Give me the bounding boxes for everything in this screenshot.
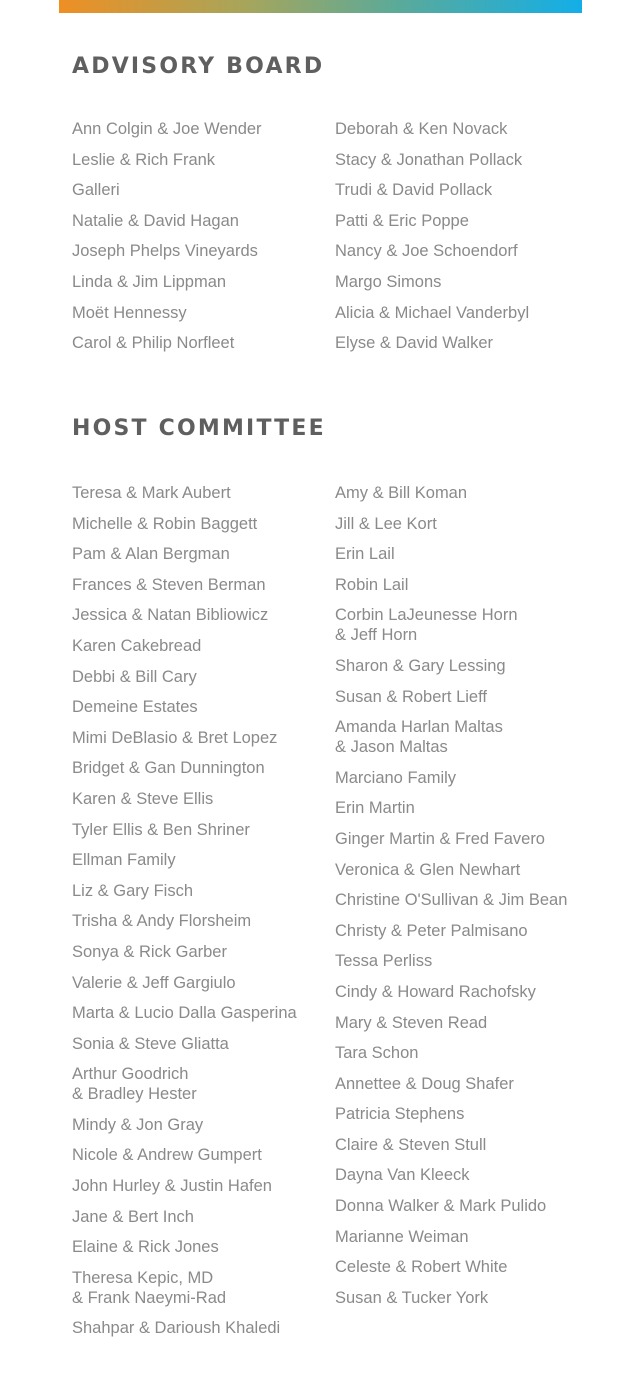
member-name: Pam & Alan Bergman [72, 545, 230, 564]
member-name: Demeine Estates [72, 698, 198, 717]
member-name: Tyler Ellis & Ben Shriner [72, 820, 250, 839]
member-name: Marianne Weiman [335, 1227, 469, 1246]
member-name: Stacy & Jonathan Pollack [335, 150, 523, 169]
top-gradient-bar [59, 0, 582, 13]
member-name: Deborah & Ken Novack [335, 120, 508, 138]
member-name: Galleri [72, 181, 120, 200]
member-name: Linda & Jim Lippman [72, 272, 227, 291]
member-name: Veronica & Glen Newhart [335, 860, 521, 879]
member-name: Frances & Steven Berman [72, 575, 266, 594]
member-name: Jessica & Natan Bibliowicz [72, 606, 269, 625]
member-name: Liz & Gary Fisch [72, 881, 194, 900]
member-name: Jill & Lee Kort [335, 514, 437, 533]
member-name: Karen & Steve Ellis [72, 789, 214, 808]
member-name: Cindy & Howard Rachofsky [335, 982, 536, 1001]
member-name: Susan & Robert Lieff [335, 687, 487, 706]
member-name: Mimi DeBlasio & Bret Lopez [72, 728, 278, 747]
member-name: Susan & Tucker York [335, 1288, 489, 1307]
member-name: Erin Lail [335, 545, 395, 564]
member-name: Robin Lail [335, 575, 409, 594]
member-name: Corbin LaJeunesse Horn & Jeff Horn [335, 606, 518, 645]
member-name: Mary & Steven Read [335, 1013, 488, 1032]
member-name: Elaine & Rick Jones [72, 1238, 219, 1257]
advisory-board-left-column [72, 119, 327, 364]
member-name: Jane & Bert Inch [72, 1207, 194, 1226]
member-name: Claire & Steven Stull [335, 1135, 487, 1154]
member-name: Patti & Eric Poppe [335, 211, 469, 230]
member-name: Tara Schon [335, 1044, 419, 1063]
host-committee-left-column [72, 483, 327, 1349]
member-name: Sonya & Rick Garber [72, 942, 227, 961]
member-name: Teresa & Mark Aubert [72, 484, 231, 502]
member-name: Ann Colgin & Joe Wender [72, 120, 262, 138]
member-name: Michelle & Robin Baggett [72, 514, 258, 533]
member-name: Dayna Van Kleeck [335, 1166, 470, 1185]
member-name: Ginger Martin & Fred Favero [335, 829, 545, 848]
member-name: Donna Walker & Mark Pulido [335, 1197, 547, 1216]
member-name: Margo Simons [335, 272, 442, 291]
member-name: Nicole & Andrew Gumpert [72, 1146, 262, 1165]
member-name: Elyse & David Walker [335, 334, 494, 353]
member-name: Christy & Peter Palmisano [335, 921, 528, 940]
member-name: Nancy & Joe Schoendorf [335, 242, 518, 261]
member-name: Trudi & David Pollack [335, 181, 493, 200]
member-name: Tessa Perliss [335, 952, 433, 971]
member-name: Theresa Kepic, MD & Frank Naeymi-Rad [72, 1268, 227, 1307]
member-name: Annettee & Doug Shafer [335, 1074, 514, 1093]
host-committee-right-column [335, 483, 615, 1318]
member-name: Amanda Harlan Maltas & Jason Maltas [335, 718, 503, 757]
member-name: Arthur Goodrich & Bradley Hester [72, 1065, 197, 1104]
member-name: Marciano Family [335, 768, 457, 787]
member-name: Christine O'Sullivan & Jim Bean [335, 891, 568, 910]
member-name: Trisha & Andy Florsheim [72, 912, 252, 931]
member-name: Mindy & Jon Gray [72, 1115, 204, 1134]
member-name: Amy & Bill Koman [335, 484, 468, 502]
host-committee-title: HOST COMMITTEE [72, 416, 326, 441]
member-name: Moët Hennessy [72, 303, 187, 322]
member-name: Sonia & Steve Gliatta [72, 1034, 229, 1053]
member-name: Alicia & Michael Vanderbyl [335, 303, 530, 322]
member-name: Celeste & Robert White [335, 1258, 508, 1277]
member-name: Valerie & Jeff Gargiulo [72, 973, 236, 992]
member-name: Leslie & Rich Frank [72, 150, 216, 169]
member-name: Joseph Phelps Vineyards [72, 242, 258, 261]
advisory-board-section [72, 54, 612, 353]
member-name: John Hurley & Justin Hafen [72, 1177, 272, 1196]
member-name: Debbi & Bill Cary [72, 667, 197, 686]
member-name: Marta & Lucio Dalla Gasperina [72, 1004, 297, 1023]
member-name: Bridget & Gan Dunnington [72, 759, 265, 778]
advisory-board-title: ADVISORY BOARD [72, 54, 325, 79]
member-name: Ellman Family [72, 851, 176, 870]
member-name: Shahpar & Darioush Khaledi [72, 1319, 281, 1338]
member-name: Erin Martin [335, 799, 415, 818]
member-name: Natalie & David Hagan [72, 211, 239, 230]
member-name: Patricia Stephens [335, 1105, 465, 1124]
advisory-board-right-column [335, 119, 615, 364]
member-name: Carol & Philip Norfleet [72, 334, 235, 353]
host-committee-section [72, 416, 612, 1338]
member-name: Sharon & Gary Lessing [335, 656, 506, 675]
member-name: Karen Cakebread [72, 636, 202, 655]
